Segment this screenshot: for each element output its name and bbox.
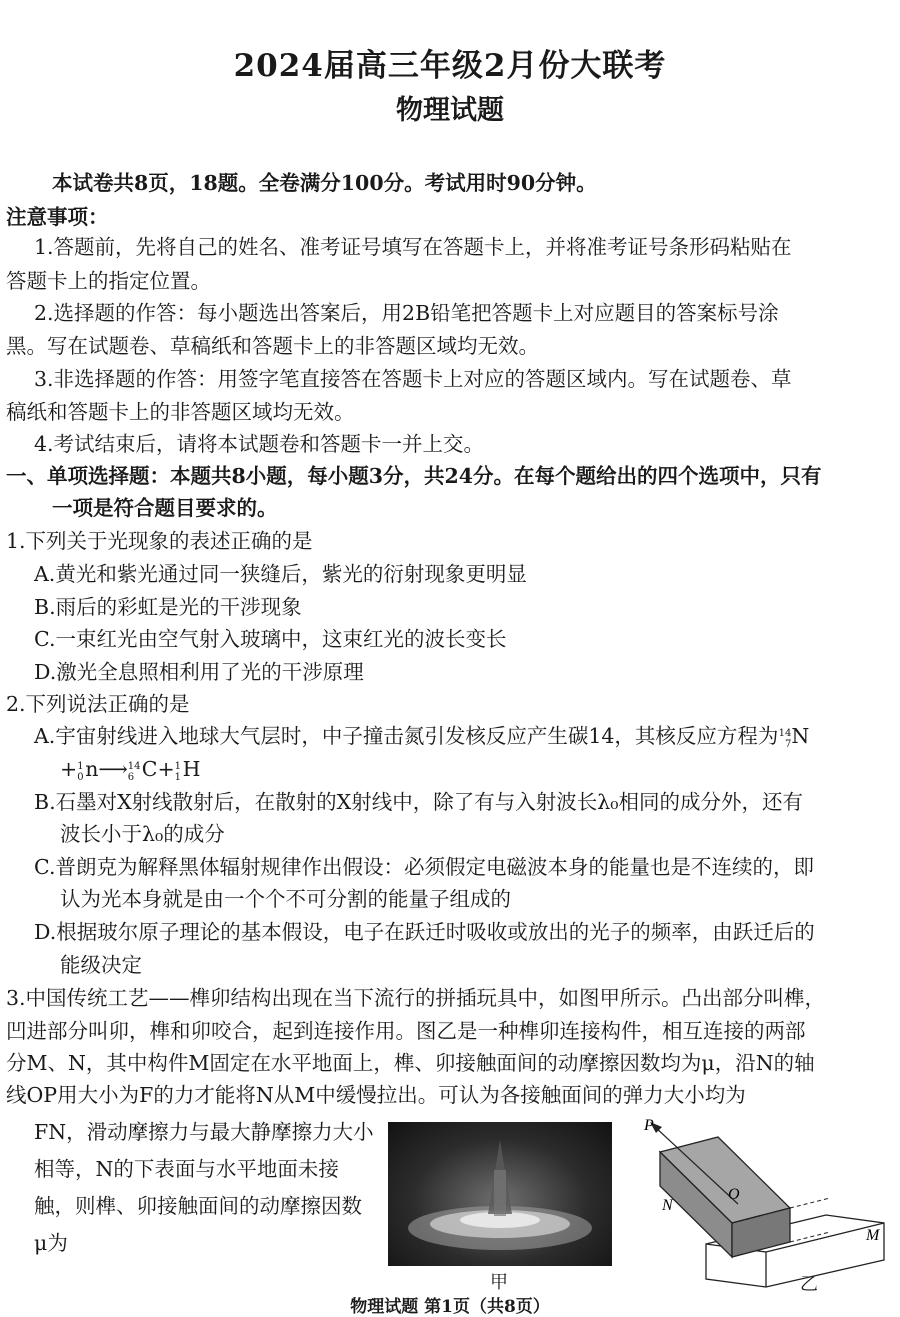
q3-stem-line: 3.中国传统工艺——榫卯结构出现在当下流行的拼插玩具中，如图甲所示。凸出部分叫榫， xyxy=(6,986,826,1010)
q2-equation: +1 0n⟶14 6 C+1 1H xyxy=(60,757,201,783)
page-footer: 物理试题 第1页（共8页） xyxy=(350,1297,550,1317)
q2-stem: 2.下列说法正确的是 xyxy=(6,692,190,716)
q2-option-a: A.宇宙射线进入地球大气层时，中子撞击氮引发核反应产生碳14，其核反应方程为14 7N xyxy=(34,724,810,750)
notice-item: 黑。写在试题卷、草稿纸和答题卡上的非答题区域均无效。 xyxy=(6,334,539,358)
q3-stem-line: 线OP用大小为F的力才能将N从M中缓慢拉出。可认为各接触面间的弹力大小均为 xyxy=(6,1083,746,1107)
q1-option-b: B.雨后的彩虹是光的干涉现象 xyxy=(34,595,302,619)
label-m: M xyxy=(866,1227,880,1244)
q1-option-d: D.激光全息照相利用了光的干涉原理 xyxy=(34,660,364,684)
caption-jia: 甲 xyxy=(490,1272,508,1293)
notice-item: 4.考试结束后，请将本试题卷和答题卡一并上交。 xyxy=(34,432,485,456)
q2-option-b-cont: 波长小于λ₀的成分 xyxy=(60,822,225,846)
q3-stem-line: 分M、N，其中构件M固定在水平地面上，榫、卯接触面间的动摩擦因数均为μ，沿N的轴 xyxy=(6,1051,815,1075)
q1-stem: 1.下列关于光现象的表述正确的是 xyxy=(6,529,313,553)
section-heading: 一、单项选择题：本题共8小题，每小题3分，共24分。在每个题给出的四个选项中，只有 xyxy=(6,464,822,488)
notice-item: 稿纸和答题卡上的非答题区域均无效。 xyxy=(6,400,355,424)
exam-title: 2024届高三年级2月份大联考 xyxy=(233,48,667,84)
q2-option-c: C.普朗克为解释黑体辐射规律作出假设：必须假定电磁波本身的能量也是不连续的，即 xyxy=(34,855,814,879)
q2-option-c-cont: 认为光本身就是由一个个不可分割的能量子组成的 xyxy=(60,887,511,911)
notice-item: 2.选择题的作答：每小题选出答案后，用2B铅笔把答题卡上对应题目的答案标号涂 xyxy=(34,301,779,325)
toy-photo xyxy=(388,1122,612,1266)
notice-item: 3.非选择题的作答：用签字笔直接答在答题卡上对应的答题区域内。写在试题卷、草 xyxy=(34,367,792,391)
q1-option-c: C.一束红光由空气射入玻璃中，这束红光的波长变长 xyxy=(34,627,507,651)
label-o: O xyxy=(728,1186,740,1203)
q3-stem-wrap: FN，滑动摩擦力与最大静摩擦力大小相等，N的下表面与水平地面未接触，则榫、卯接触面间的动摩擦因数μ为 xyxy=(34,1120,374,1255)
q2-option-d: D.根据玻尔原子理论的基本假设，电子在跃迁时吸收或放出的光子的频率，由跃迁后的 xyxy=(34,920,815,944)
exam-intro: 本试卷共8页，18题。全卷满分100分。考试用时90分钟。 xyxy=(52,171,597,195)
mortise-tenon-diagram xyxy=(640,1112,890,1292)
notice-heading: 注意事项： xyxy=(6,205,109,229)
notice-item: 答题卡上的指定位置。 xyxy=(6,269,211,293)
label-p: P xyxy=(644,1117,654,1134)
caption-yi: 乙 xyxy=(800,1274,818,1295)
q3-stem-line: 凹进部分叫卯，榫和卯咬合，起到连接作用。图乙是一种榫卯连接构件，相互连接的两部 xyxy=(6,1019,806,1043)
toy-photo-drawing xyxy=(388,1122,612,1266)
notice-item: 1.答题前，先将自己的姓名、准考证号填写在答题卡上，并将准考证号条形码粘贴在 xyxy=(34,235,792,259)
q2-option-d-cont: 能级决定 xyxy=(60,953,142,977)
exam-subtitle: 物理试题 xyxy=(396,95,504,126)
q1-option-a: A.黄光和紫光通过同一狭缝后，紫光的衍射现象更明显 xyxy=(34,562,527,586)
section-heading-cont: 一项是符合题目要求的。 xyxy=(52,496,278,520)
label-n: N xyxy=(662,1197,673,1214)
q2-option-b: B.石墨对X射线散射后，在散射的X射线中，除了有与入射波长λ₀相同的成分外，还有 xyxy=(34,790,803,814)
